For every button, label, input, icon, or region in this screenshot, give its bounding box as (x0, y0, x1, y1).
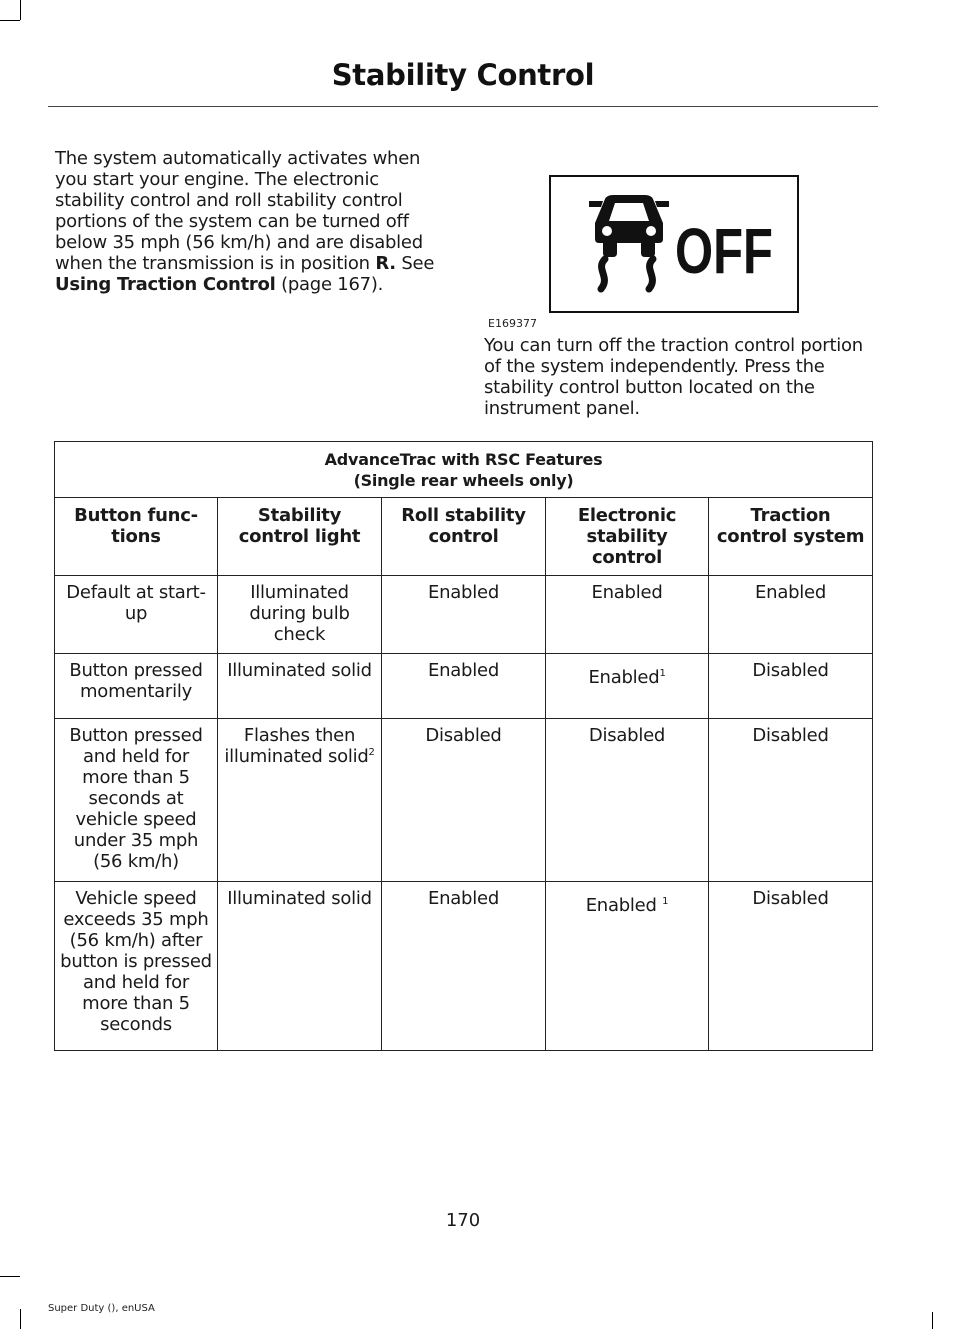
features-table (54, 441, 873, 1051)
table-cell (546, 654, 709, 719)
cell-text: Enabled (588, 667, 660, 688)
table-row (55, 882, 873, 1051)
traction-control-link[interactable]: Using Traction Control (55, 274, 276, 295)
table-caption-subtitle: (Single rear wheels only) (353, 471, 574, 490)
off-label: OFF (675, 215, 773, 287)
table-cell: Default at start-up (55, 576, 218, 654)
table-cell: Button pressed momentarily (55, 654, 218, 719)
table-cell: Enabled (382, 882, 546, 1051)
table-cell: Enabled (546, 576, 709, 654)
column-header: Traction control system (709, 498, 873, 576)
page-title: Stability Control (331, 58, 595, 92)
table-cell: Vehicle speed exceeds 35 mph (56 km/h) after button is pressed and held for more than 5 seconds (55, 882, 218, 1051)
footnote-marker: 1 (659, 668, 666, 679)
table-row (55, 576, 873, 654)
intro-paragraph (55, 148, 447, 295)
column-header: Button func-tions (55, 498, 218, 576)
crop-mark (0, 20, 20, 21)
table-caption (55, 442, 873, 498)
stability-off-figure (549, 175, 799, 313)
table-cell: Enabled (382, 576, 546, 654)
crop-mark (0, 1276, 20, 1277)
crop-mark (20, 1309, 21, 1329)
table-row (55, 654, 873, 719)
table-cell: Enabled (709, 576, 873, 654)
intro-text: The system automatically activates when you start your engine. The electronic stability control and roll stability control portions of the system can be turned off below 35 mph (56 km/h) and are disabled when the transmission is in position (55, 148, 423, 274)
table-cell: Illuminated solid (218, 654, 382, 719)
table-caption-title: AdvanceTrac with RSC Features (324, 450, 603, 469)
table-cell: Disabled (382, 719, 546, 882)
table-cell (546, 882, 709, 1051)
table-cell: Disabled (546, 719, 709, 882)
column-header: Electronic stability control (546, 498, 709, 576)
gear-position: R. (375, 253, 396, 274)
figure-id: E169377 (488, 317, 537, 330)
crop-mark (932, 1312, 933, 1329)
stability-control-off-icon (551, 177, 797, 311)
column-header: Roll stability control (382, 498, 546, 576)
table-cell: Button pressed and held for more than 5 seconds at vehicle speed under 35 mph (56 km/h) (55, 719, 218, 882)
table-cell: Enabled (382, 654, 546, 719)
page-number: 170 (445, 1210, 481, 1231)
table-cell: Disabled (709, 882, 873, 1051)
table-cell: Disabled (709, 719, 873, 882)
footer-text: Super Duty (), enUSA (48, 1303, 155, 1314)
see-text: See (395, 253, 435, 274)
header-rule (48, 106, 878, 107)
cell-text: Enabled (585, 895, 657, 916)
table-caption-row (55, 442, 873, 498)
page-reference: (page 167). (275, 274, 384, 295)
cell-text: Flashes then illuminated solid (224, 725, 369, 767)
footnote-marker: 2 (368, 747, 375, 758)
table-cell: Illuminated during bulb check (218, 576, 382, 654)
crop-mark (20, 0, 21, 20)
table-header-row (55, 498, 873, 576)
table-cell (218, 719, 382, 882)
table-row (55, 719, 873, 882)
table-cell: Illuminated solid (218, 882, 382, 1051)
column-header: Stability control light (218, 498, 382, 576)
footnote-marker: 1 (662, 896, 669, 907)
traction-paragraph: You can turn off the traction control portion of the system independently. Press the stability control button located on the instrument panel. (484, 335, 863, 419)
table-cell: Disabled (709, 654, 873, 719)
